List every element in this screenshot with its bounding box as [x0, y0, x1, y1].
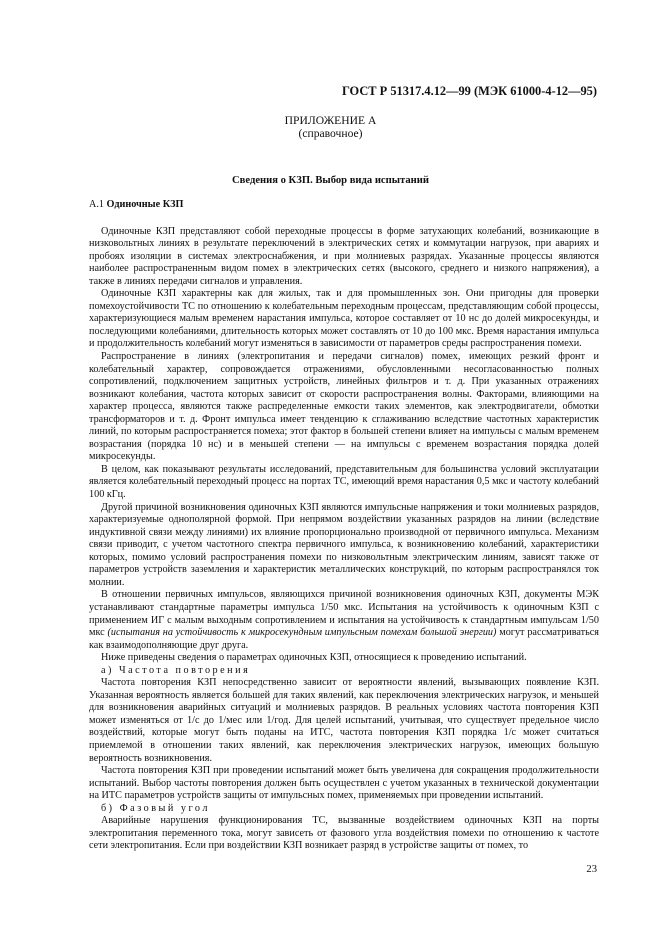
paragraph: Другой причиной возникновения одиночных КЗП являются импульсные напряжения и токи молниевых разрядов, характеризуемые однополярной формой. При непрямом воздействии указанных разрядов на линии (вследствие индуктивной связи между линиями) их влияние пропорционально производной от первичного импульса. Механизм связи приводит, с учетом частотного спектра первичного импульса, к возникновению колебаний, характеристики которых, помимо условий распространения помехи по низковольтным электрическим линиям, зависят также от параметров устройств заземления и характеристик металлических конструкций, по которым распространялся ток молнии. [89, 501, 599, 588]
section-heading [89, 199, 599, 212]
subsection-a-title: а) Частота повторения [101, 664, 251, 676]
paragraph-main: В отношении первичных импульсов, являющихся причиной возникновения одиночных КЗП, документы МЭК устанавливают стандартные параметры импульса 1/50 мкс. Испытания на устойчивость к одиночным КЗП с применением ИГ с малым выходным сопротивлением и испытания на устойчивость к стандартным импульсам 1/50 мкс [89, 589, 599, 639]
page-number: 23 [586, 864, 597, 875]
paragraph: Одиночные КЗП представляют собой переходные процессы в форме затухающих колебаний, возникающие в низковольтных линиях в результате переключений в электрических сетях и коммутации нагрузок, при авариях и пробоях изоляции в системах электроснабжения, и при молниевых разрядах. Указанные процессы являются наиболее распространенным видом помех в электрических сетях (высокого, среднего и низкого напряжения), а также в линиях передачи сигналов и управления. [89, 225, 599, 287]
appendix-block [0, 114, 661, 140]
document-body [89, 199, 599, 853]
document-title: Сведения о КЗП. Выбор вида испытаний [232, 175, 429, 186]
paragraph-italic: (испытания на устойчивость к микросекундным импульсным помехам большой энергии) [107, 627, 497, 639]
paragraph: Частота повторения КЗП при проведении испытаний может быть увеличена для сокращения продолжительности испытаний. Выбор частоты повторения должен быть осуществлен с учетом указанных в технической документации на ИТС параметров устройств защиты от импульсных помех, применяемых при проведении испытаний. [89, 765, 599, 802]
section-number: А.1 [89, 199, 104, 210]
section-title: Одиночные КЗП [106, 199, 184, 210]
paragraph: Аварийные нарушения функционирования ТС, вызванные воздействием одиночных КЗП на порты электропитания переменного тока, могут зависеть от фазового угла воздействия помехи по отношению к частоте сети электропитания. Если при воздействии КЗП возникает разряд в устройстве защиты от помех, то [89, 815, 599, 852]
paragraph-tail: могут рассматриваться как взаимодополняющие друг друга. [89, 627, 599, 651]
paragraph: Распространение в линиях (электропитания и передачи сигналов) помех, имеющих резкий фронт и колебательный характер, сопровождается отражениями, обусловленными несогласованностью полных сопротивлений, подключением защитных устройств, линейных фильтров и т. д. При указанных отражениях возникают колебания, частота которых зависит от скорости распространения волны. Факторами, влияющими на характер процесса, являются также распределенные емкости таких элементов, как электродвигатели, обмотки трансформаторов и т. д. Фронт импульса имеет тенденцию к сглаживанию вследствие частотных характеристик линий, по которым распространяется помеха; этот фактор в большей степени влияет на импульсы с малым временем возрастания (порядка 10 нс) и в меньшей степени — на импульсы с временем возрастания порядка долей микросекунды. [89, 351, 599, 463]
paragraph: Одиночные КЗП характерны как для жилых, так и для промышленных зон. Они пригодны для проверки помехоустойчивости ТС по отношению к колебательным переходным процессам, представляющим собой процессы, характеризующиеся малым временем нарастания импульса, которое составляет от 10 нс до долей микросекунды, и последующими колебаниями, длительность которых может составлять от 10 до 100 мкс. Время нарастания импульса и продолжительность колебаний могут изменяться в зависимости от параметров среды распространения помехи. [89, 288, 599, 350]
paragraph: Ниже приведены сведения о параметрах одиночных КЗП, относящиеся к проведению испытаний. [101, 652, 527, 664]
paragraph: В целом, как показывают результаты исследований, представительным для большинства условий эксплуатации является колебательный переходный процесс на портах ТС, имеющий время нарастания 0,5 мкс и частоту колебаний 100 кГц. [89, 463, 599, 501]
paragraph: Частота повторения КЗП непосредственно зависит от вероятности явлений, вызывающих появление КЗП. Указанная вероятность является большей для таких явлений, как переключения электрических нагрузок, и меньшей для возникновения аварийных ситуаций и молниевых разрядов. В реальных условиях частота повторения КЗП может изменяться от 1/с до 1/мес или 1/год. Для целей испытаний, учитывая, что существует предельное число воздействий, которые могут быть поданы на ИТС, частота повторения КЗП порядка 1/с может считаться приемлемой в отношении таких явлений, как переключения электрических нагрузок, имеющих большую вероятность возникновения. [89, 677, 599, 764]
subsection-a-label [89, 665, 599, 678]
appendix-note: (справочное) [298, 127, 363, 140]
appendix-label: ПРИЛОЖЕНИЕ А [284, 114, 377, 127]
subsection-b-label [89, 803, 599, 816]
standard-header: ГОСТ Р 51317.4.12—99 (МЭК 61000-4-12—95) [341, 84, 597, 98]
subsection-b-title: б) Фазовый угол [101, 802, 210, 814]
paragraph-mixed [89, 589, 599, 652]
